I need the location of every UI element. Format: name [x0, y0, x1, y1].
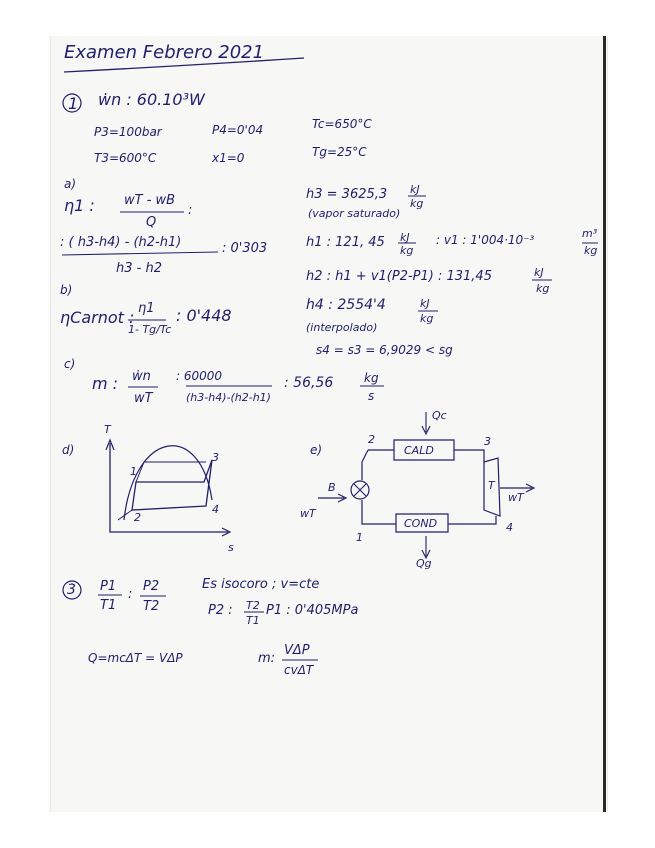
node-4: 4 — [506, 521, 513, 534]
eta-eq: : — [188, 203, 193, 218]
eta-numerator: wT - wB — [124, 193, 176, 208]
ts-cycle — [132, 460, 212, 510]
p2-num: P2 — [143, 579, 160, 594]
h4-note: (interpolado) — [306, 321, 378, 334]
mass-lhs: m: — [258, 651, 276, 666]
net-work: ẇn : 60.10³W — [98, 90, 205, 109]
m-numerator: ẇn — [132, 369, 151, 384]
tc-value: Tc=650°C — [312, 117, 372, 131]
m-lhs: m : — [92, 374, 119, 393]
qc-label: Qc — [432, 409, 447, 422]
p4-value: P4=0'04 — [212, 123, 264, 137]
mass-num: VΔP — [284, 643, 310, 658]
h2-unit-den: kg — [536, 282, 550, 295]
eta-lhs: η1 : — [64, 196, 95, 215]
h3-value: h3 = 3625,3 — [306, 187, 388, 202]
x1-value: x1=0 — [212, 151, 245, 165]
ts-axes — [110, 443, 228, 532]
ts-point-1: 1 — [130, 465, 137, 478]
s4-value: s4 = s3 = 6,9029 < sg — [316, 343, 453, 357]
p3-eq: : — [128, 587, 133, 602]
h4-value: h4 : 2554'4 — [306, 297, 386, 313]
v1-unit-den: kg — [584, 244, 598, 257]
t2-den: T2 — [143, 599, 160, 614]
h4-unit-num: kJ — [420, 297, 430, 310]
p1-num: P1 — [100, 579, 117, 594]
t1-den: T1 — [100, 598, 117, 613]
heat-equation: Q=mcΔT = VΔP — [88, 651, 183, 665]
v1-value: : v1 : 1'004·10⁻³ — [436, 233, 535, 247]
part-e-label: e) — [310, 443, 323, 457]
eta-result: : 0'303 — [222, 241, 268, 256]
turbine-work-label: wT — [508, 491, 524, 504]
node-2: 2 — [368, 433, 375, 446]
boiler-label: CALD — [404, 444, 434, 457]
part-a-label: a) — [64, 177, 77, 191]
h2-unit-num: kJ — [534, 266, 544, 279]
m-denominator: wT — [134, 391, 153, 406]
m-denominator-2: (h3-h4)-(h2-h1) — [186, 391, 271, 404]
m-numerator-2: : 60000 — [176, 369, 223, 383]
pump-label: B — [328, 481, 336, 494]
h3-note: (vapor saturado) — [308, 207, 401, 220]
problem1-number: 1 — [68, 94, 79, 113]
exam-title: Examen Febrero 2021 — [64, 42, 265, 63]
node-3: 3 — [484, 435, 491, 448]
t3-value: T3=600°C — [94, 151, 157, 165]
pump-work-label: wT — [300, 507, 316, 520]
m-unit-num: kg — [364, 371, 379, 385]
h3-unit-den: kg — [410, 197, 424, 210]
h1-value: h1 : 121, 45 — [306, 235, 385, 250]
node-1: 1 — [356, 531, 363, 544]
h1-unit-num: kJ — [400, 231, 410, 244]
p2-frac-num: T2 — [246, 599, 260, 612]
eta-denominator: Q — [146, 215, 157, 230]
eta-carnot-result: : 0'448 — [176, 306, 232, 325]
h2-value: h2 : h1 + v1(P2-P1) : 131,45 — [306, 269, 492, 284]
tg-value: Tg=25°C — [312, 145, 367, 159]
title-underline — [64, 58, 304, 72]
p2-result: P1 : 0'405MPa — [266, 603, 359, 618]
condenser-label: COND — [404, 517, 438, 530]
enthalpy-denominator: h3 - h2 — [116, 261, 162, 276]
turbine-label: T — [488, 479, 495, 492]
m-unit-den: s — [368, 389, 375, 403]
eta-carnot-lhs: ηCarnot : — [60, 308, 135, 327]
qg-label: Qg — [416, 557, 432, 570]
eta-carnot-num: η1 — [138, 301, 155, 316]
h3-unit-num: kJ — [410, 183, 420, 196]
enthalpy-fraction-line — [62, 252, 218, 255]
ts-point-4: 4 — [212, 503, 219, 516]
eta-carnot-den: 1- Tg/Tc — [128, 323, 172, 336]
v1-unit-num: m³ — [582, 227, 598, 240]
enthalpy-numerator: : ( h3-h4) - (h2-h1) — [60, 235, 182, 250]
part-c-label: c) — [64, 357, 76, 371]
pump-cross — [354, 484, 366, 496]
ts-point-3: 3 — [212, 451, 219, 464]
p2-frac-den: T1 — [246, 614, 260, 627]
problem3-number: 3 — [67, 582, 76, 598]
mass-den: cvΔT — [284, 663, 314, 677]
ts-dome — [124, 446, 212, 520]
h1-unit-den: kg — [400, 244, 414, 257]
pipe-left — [362, 450, 368, 480]
h4-unit-den: kg — [420, 312, 434, 325]
ts-cycle-upper — [136, 462, 206, 482]
m-result: : 56,56 — [284, 375, 334, 391]
part-d-label: d) — [62, 443, 75, 457]
isochoric-note: Es isocoro ; v=cte — [202, 577, 320, 592]
p3-value: P3=100bar — [94, 125, 162, 139]
ts-axis-s: s — [228, 541, 234, 554]
ts-point-2: 2 — [134, 511, 141, 524]
p2-eq-lhs: P2 : — [208, 603, 233, 618]
ts-axis-t: T — [104, 423, 111, 436]
part-b-label: b) — [60, 283, 73, 297]
